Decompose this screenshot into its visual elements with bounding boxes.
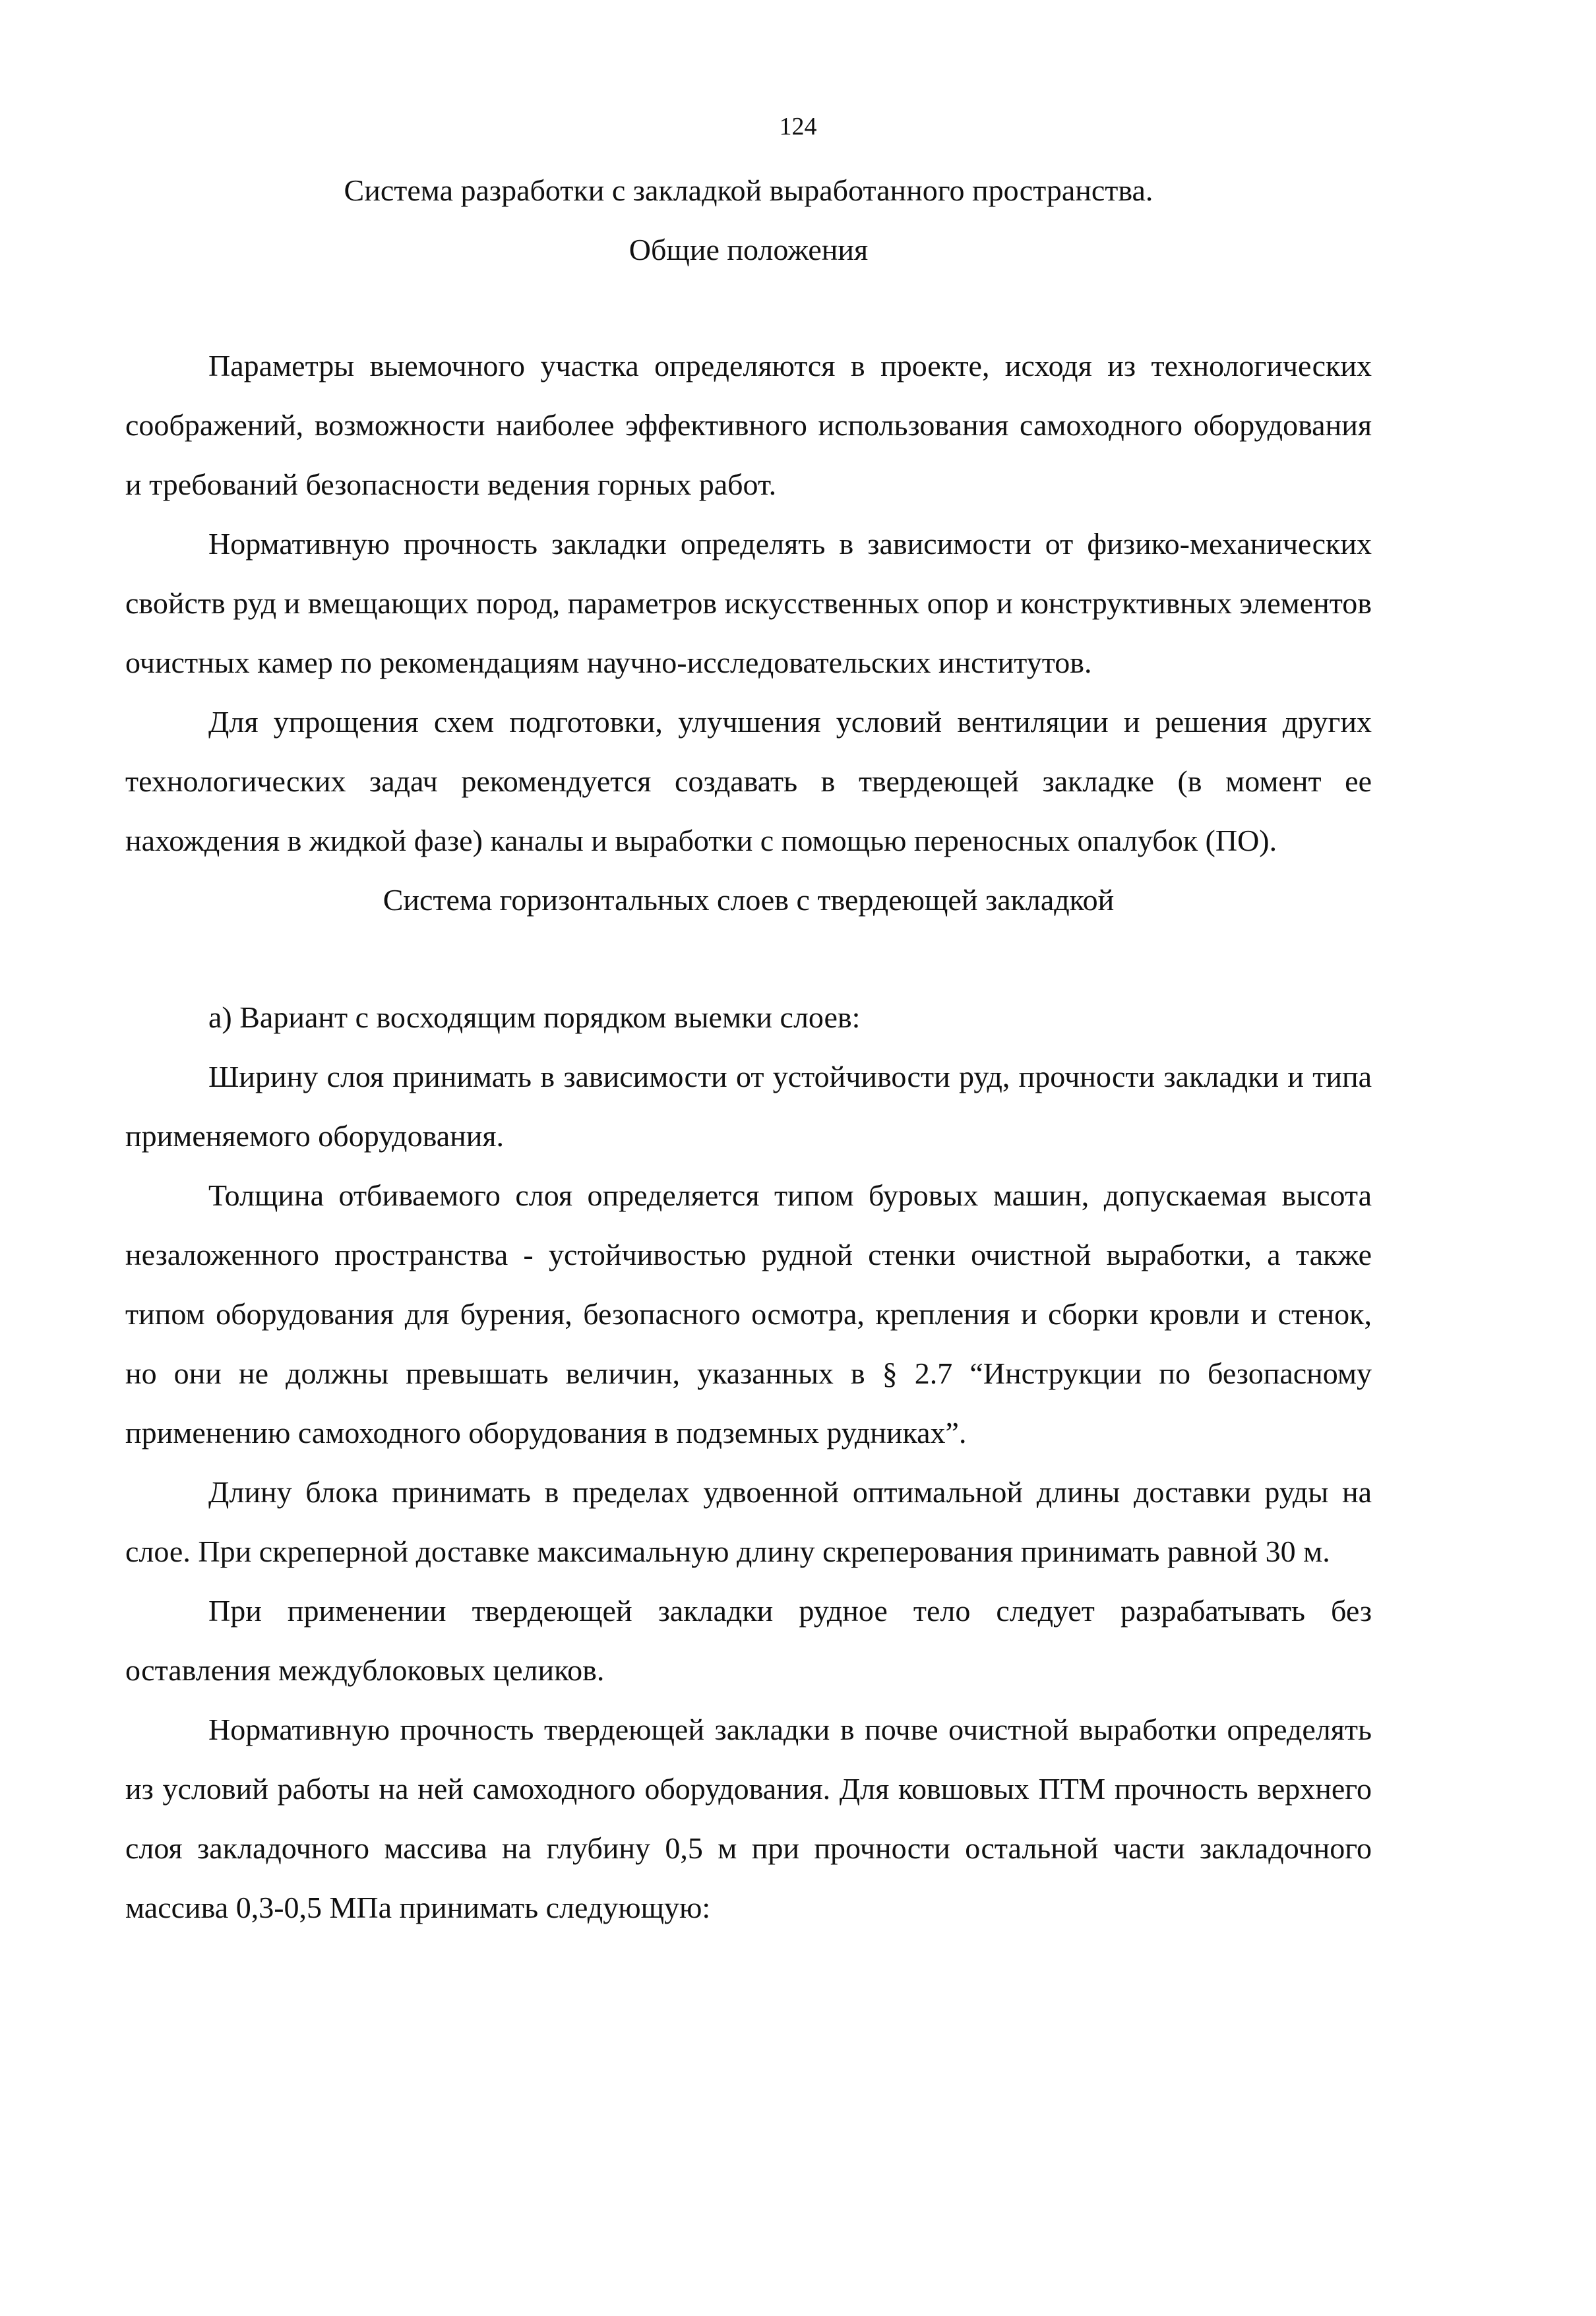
paragraph: Длину блока принимать в пределах удвоенной оптимальной длины доставки руды на слое. При скреперной доставке максимальную длину скреперования принимать равной 30 м. — [125, 1475, 1372, 1568]
paragraph: При применении твердеющей закладки рудное тело следует разрабатывать без оставления междублоковых целиков. — [125, 1594, 1372, 1687]
subsection-heading: Система горизонтальных слоев с твердеющей закладкой — [383, 883, 1115, 917]
paragraph: Ширину слоя принимать в зависимости от устойчивости руд, прочности закладки и типа применяемого оборудования. — [125, 1060, 1372, 1153]
title-block — [125, 161, 1372, 280]
section-title: Система разработки с закладкой выработанного пространства. — [344, 173, 1153, 207]
paragraph: Нормативную прочность закладки определять в зависимости от физико-механических свойств руд и вмещающих пород, параметров искусственных опор и конструктивных элементов очистных камер по рекомендациям научно-исследовательских институтов. — [125, 527, 1372, 679]
section-subtitle: Общие положения — [629, 233, 869, 266]
paragraph: Толщина отбиваемого слоя определяется типом буровых машин, допускаемая высота незаложенного пространства - устойчивостью рудной стенки очистной выработки, а также типом оборудования для бурения, безопасного осмотра, крепления и сборки кровли и стенок, но они не должны превышать величин, указанных в § 2.7 “Инструкции по безопасному применению самоходного оборудования в подземных рудниках”. — [125, 1178, 1372, 1449]
vertical-spacer — [125, 930, 1372, 988]
paragraph: Нормативную прочность твердеющей закладки в почве очистной выработки определять из условий работы на ней самоходного оборудования. Для ковшовых ПТМ прочность верхнего слоя закладочного массива на глубину 0,5 м при прочности остальной части закладочного массива 0,3-0,5 МПа принимать следующую: — [125, 1713, 1372, 1924]
paragraph: Для упрощения схем подготовки, улучшения условий вентиляции и решения других технологических задач рекомендуется создавать в твердеющей закладке (в момент ее нахождения в жидкой фазе) каналы и выработки с помощью переносных опалубок (ПО). — [125, 705, 1372, 857]
document-body — [125, 336, 1372, 1937]
paragraph: Параметры выемочного участка определяются в проекте, исходя из технологических соображений, возможности наиболее эффективного использования самоходного оборудования и требований безопасности ведения горных работ. — [125, 349, 1372, 501]
page-number: 124 — [779, 113, 817, 140]
variant-label: а) Вариант с восходящим порядком выемки слоев: — [208, 1000, 861, 1034]
